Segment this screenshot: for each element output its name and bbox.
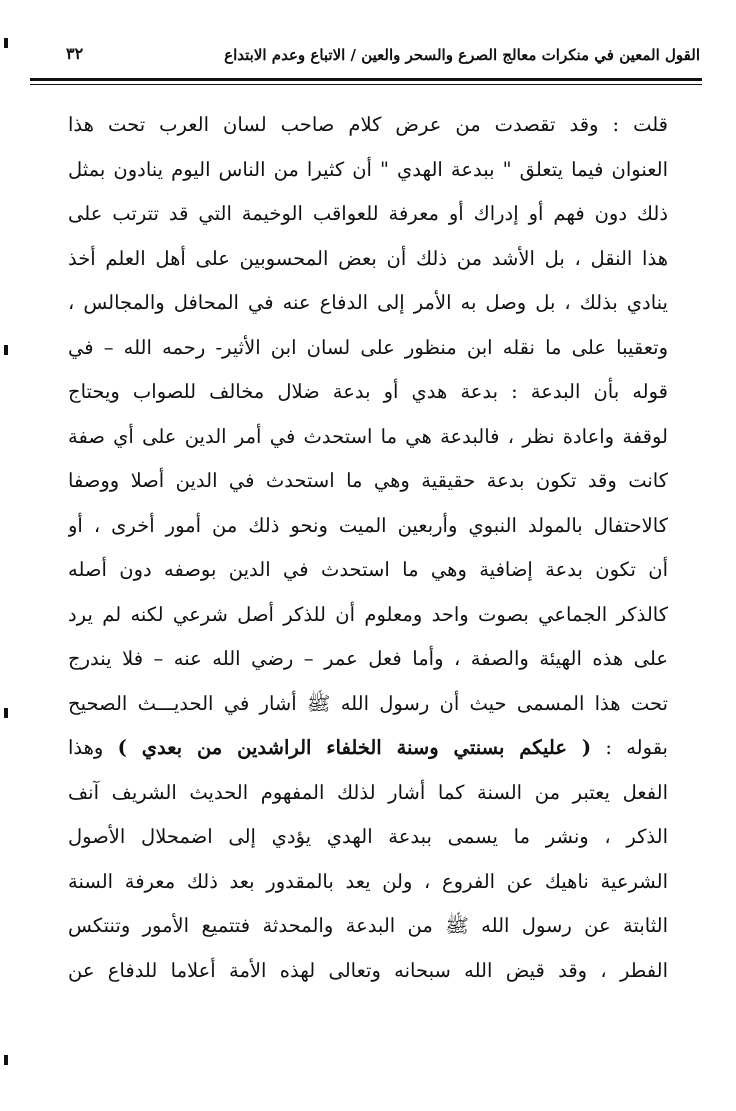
running-header [30, 34, 700, 76]
margin-mark [4, 708, 8, 718]
text-line: الفعل يعتبر من السنة كما أشار لذلك المفهوم الحديث الشريف آنف [68, 780, 668, 804]
hadith-line [68, 726, 668, 771]
margin-mark [4, 38, 8, 48]
text-line: كالاحتفال بالمولد النبوي وأربعين الميت ونحو ذلك من أمور أخرى ، أو [68, 513, 668, 537]
text-line: وتعقيبا على ما نقله ابن منظور على لسان ابن الأثير- رحمه الله – في [68, 335, 668, 359]
text-line: الثابتة عن رسول الله ﷺ من البدعة والمحدثة فتتميع الأمور وتنتكس [68, 914, 668, 937]
text-line: أن تكون بدعة إضافية وهي ما استحدث في الدين بوصفه دون أصله [68, 558, 668, 581]
text-line: على هذه الهيئة والصفة ، وأما فعل عمر – رضي الله عنه – فلا يندرج [68, 647, 668, 670]
text-line: لوقفة واعادة نظر ، فالبدعة هي ما استحدث في أمر الدين على أي صفة [68, 424, 668, 448]
header-rule-thin [30, 84, 702, 85]
hadith-prefix: بقوله : [605, 736, 668, 759]
hadith-quote: ( عليكم بسنتي وسنة الخلفاء الراشدين من بعدي ) [117, 736, 592, 759]
text-line: قلت : وقد تقصدت من عرض كلام صاحب لسان العرب تحت هذا [68, 113, 668, 136]
text-line: كانت وقد تكون بدعة حقيقية وهي ما استحدث في الدين أصلا ووصفا [68, 469, 668, 492]
header-rule [30, 78, 702, 81]
margin-mark [4, 345, 8, 355]
text-line: تحت هذا المسمى حيث أن رسول الله ﷺ أشار في الحديـــث الصحيح [68, 691, 668, 715]
hadith-suffix: وهذا [68, 736, 104, 759]
header-title: القول المعين في منكرات معالج الصرع والسحر والعين / الاتباع وعدم الابتداع [224, 46, 700, 64]
text-line: الذكر ، ونشر ما يسمى ببدعة الهدي يؤدي إلى اضمحلال الأصول [68, 825, 668, 848]
text-line: هذا النقل ، بل الأشد من ذلك أن بعض المحسوبين على أهل العلم أخذ [68, 246, 668, 270]
margin-mark [4, 1055, 8, 1065]
text-line: ينادي بذلك ، بل وصل به الأمر إلى الدفاع عنه في المحافل والمجالس ، [68, 291, 668, 314]
body-text [68, 103, 668, 993]
text-line: قوله بأن البدعة : بدعة هدي أو بدعة ضلال مخالف للصواب ويحتاج [68, 380, 668, 403]
text-line: كالذكر الجماعي بصوت واحد ومعلوم أن للذكر أصل شرعي لكنه لم يرد [68, 602, 668, 626]
text-line: العنوان فيما يتعلق " ببدعة الهدي " أن كثيرا من الناس اليوم ينادون بمثل [68, 157, 668, 181]
text-line: الفطر ، وقد قيض الله سبحانه وتعالى لهذه الأمة أعلاما للدفاع عن [68, 958, 668, 982]
text-line: ذلك دون فهم أو إدراك أو معرفة للعواقب الوخيمة التي قد تترتب على [68, 202, 668, 225]
text-line: الشرعية ناهيك عن الفروع ، ولن يعد بالمقدور بعد ذلك معرفة السنة [68, 869, 668, 893]
page-number: ٣٢ [66, 44, 84, 63]
